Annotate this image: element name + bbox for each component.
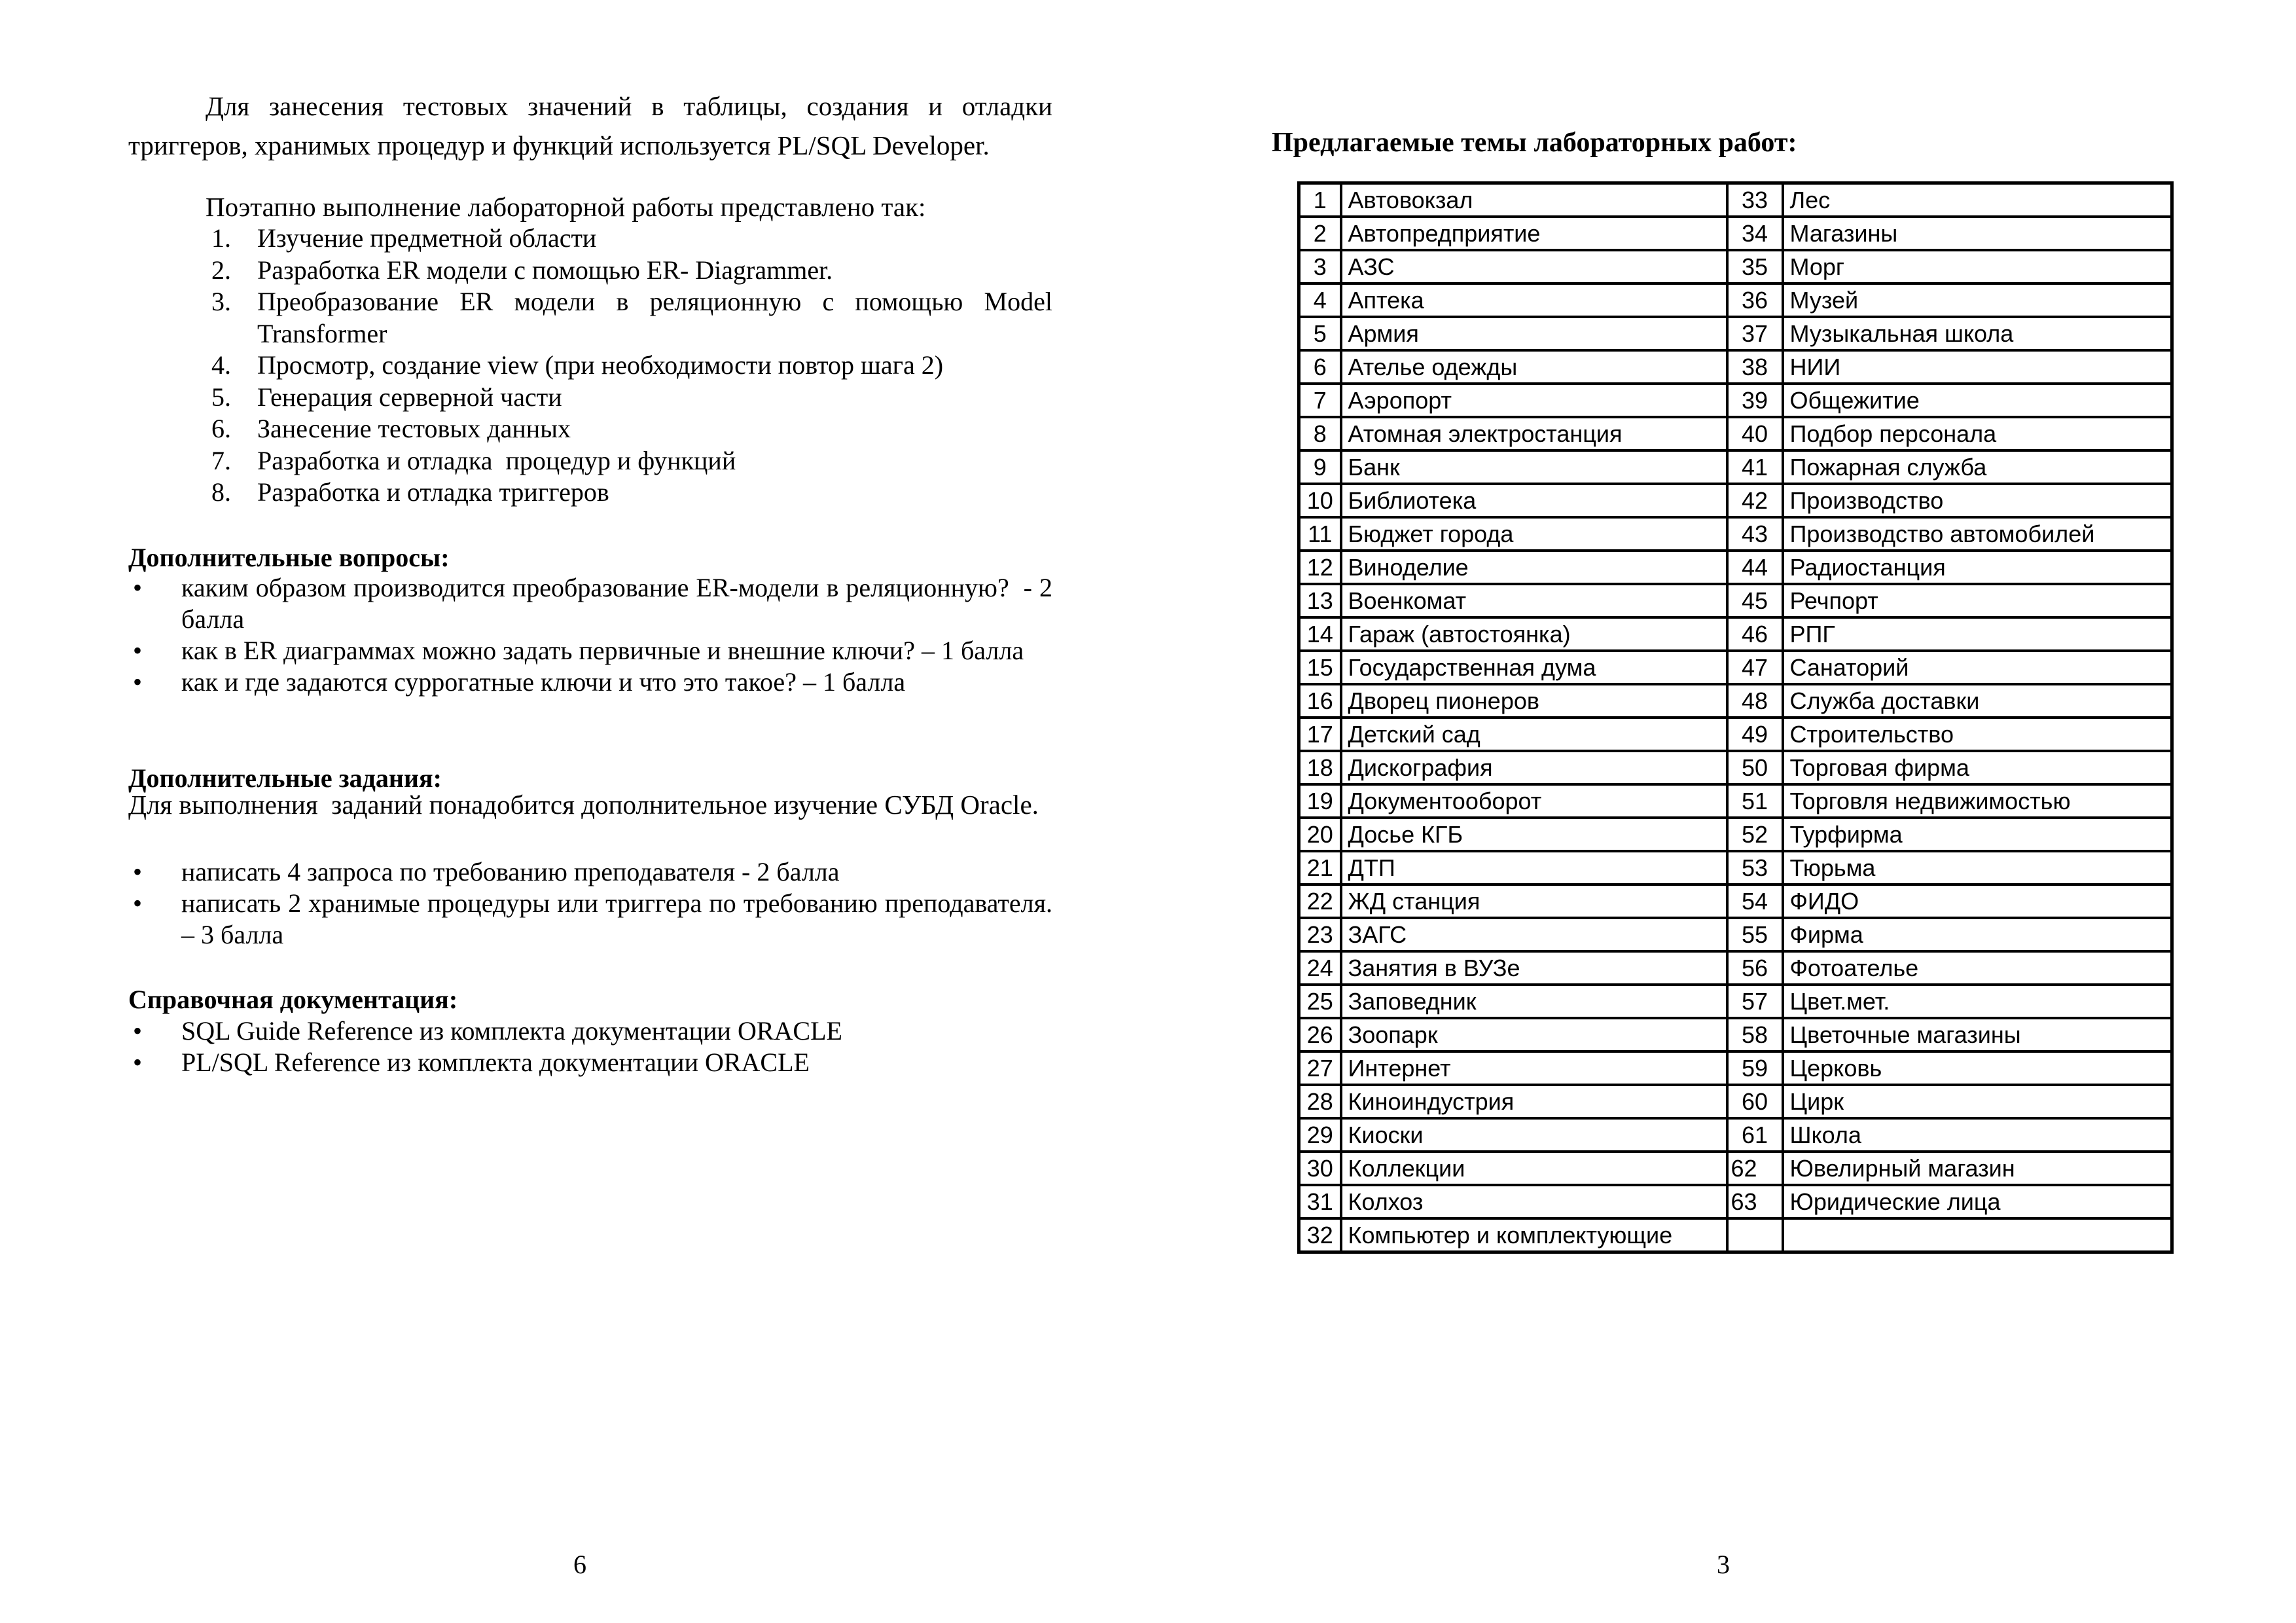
cell-topic-left: Военкомат (1341, 584, 1727, 617)
cell-number-right: 45 (1727, 584, 1783, 617)
cell-number-left: 12 (1299, 551, 1341, 584)
cell-topic-left: ЗАГС (1341, 918, 1727, 951)
cell-number-right: 59 (1727, 1051, 1783, 1085)
cell-topic-right: Производство автомобилей (1783, 517, 2172, 551)
docs-list (128, 1015, 1052, 1078)
bullet-item (128, 888, 1059, 951)
cell-topic-right: Лес (1783, 183, 2172, 217)
cell-number-left: 19 (1299, 784, 1341, 818)
cell-number-right: 57 (1727, 985, 1783, 1018)
cell-topic-right: Морг (1783, 250, 2172, 283)
table-row (1299, 1018, 2172, 1051)
cell-number-right: 44 (1727, 551, 1783, 584)
cell-number-right: 37 (1727, 317, 1783, 350)
cell-number-left: 13 (1299, 584, 1341, 617)
step-item (211, 477, 1052, 509)
cell-topic-right: Турфирма (1783, 818, 2172, 851)
cell-number-left: 16 (1299, 684, 1341, 718)
step-text: Просмотр, создание view (при необходимости повтор шага 2) (257, 350, 944, 380)
cell-number-left: 20 (1299, 818, 1341, 851)
cell-number-left: 22 (1299, 884, 1341, 918)
step-text: Разработка и отладка триггеров (257, 477, 609, 507)
cell-topic-right: Магазины (1783, 217, 2172, 250)
cell-number-right: 40 (1727, 417, 1783, 450)
cell-topic-right: Строительство (1783, 718, 2172, 751)
bullet-item (128, 572, 1059, 635)
table-row (1299, 417, 2172, 450)
cell-number-left: 8 (1299, 417, 1341, 450)
cell-topic-right: Служба доставки (1783, 684, 2172, 718)
cell-number-right: 35 (1727, 250, 1783, 283)
cell-number-right: 54 (1727, 884, 1783, 918)
table-row (1299, 784, 2172, 818)
bullet-item (128, 856, 1052, 888)
cell-topic-right: Торговая фирма (1783, 751, 2172, 784)
cell-topic-left: Государственная дума (1341, 651, 1727, 684)
table-row (1299, 384, 2172, 417)
cell-topic-left: Детский сад (1341, 718, 1727, 751)
cell-number-right: 39 (1727, 384, 1783, 417)
paragraph-plsql: Для занесения тестовых значений в таблицы, создания и отладки триггеров, хранимых процедур и функций используется PL/SQL Developer. (128, 91, 1060, 160)
cell-topic-left: Дискография (1341, 751, 1727, 784)
cell-number-right: 34 (1727, 217, 1783, 250)
bullet-item (128, 1015, 1052, 1047)
bullet-icon: • (133, 857, 143, 886)
cell-number-left: 26 (1299, 1018, 1341, 1051)
cell-topic-right: Юридические лица (1783, 1185, 2172, 1218)
cell-number-left: 18 (1299, 751, 1341, 784)
cell-number-right: 38 (1727, 350, 1783, 384)
bullet-text: написать 2 хранимые процедуры или триггера по требованию преподавателя. – 3 балла (181, 888, 1059, 949)
step-item (211, 255, 1052, 287)
table-row (1299, 617, 2172, 651)
cell-number-left: 24 (1299, 951, 1341, 985)
bullet-item (128, 1047, 1052, 1078)
bullet-text: каким образом производится преобразование ER-модели в реляционную? - 2 балла (181, 573, 1059, 634)
cell-number-right: 46 (1727, 617, 1783, 651)
step-item (211, 350, 1052, 382)
bullet-text: SQL Guide Reference из комплекта документации ORACLE (181, 1016, 842, 1046)
step-text: Изучение предметной области (257, 223, 597, 253)
cell-topic-right: Санаторий (1783, 651, 2172, 684)
tasks-intro-paragraph: Для выполнения заданий понадобится дополнительное изучение СУБД Oracle. (128, 790, 1039, 820)
cell-topic-right: Торговля недвижимостью (1783, 784, 2172, 818)
cell-number-right: 52 (1727, 818, 1783, 851)
paragraph-steps-intro: Поэтапно выполнение лабораторной работы представлено так: (206, 192, 926, 222)
cell-topic-right: НИИ (1783, 350, 2172, 384)
bullet-text: написать 4 запроса по требованию преподавателя - 2 балла (181, 857, 840, 886)
step-number: 5. (211, 382, 231, 412)
cell-topic-left: Аптека (1341, 283, 1727, 317)
table-row (1299, 951, 2172, 985)
bullet-icon: • (133, 1048, 143, 1077)
cell-topic-right: Цветочные магазины (1783, 1018, 2172, 1051)
cell-number-right: 62 (1727, 1152, 1783, 1185)
topics-table-body (1299, 183, 2172, 1252)
cell-topic-right: РПГ (1783, 617, 2172, 651)
cell-topic-left: Киоски (1341, 1118, 1727, 1152)
cell-number-left: 3 (1299, 250, 1341, 283)
table-row (1299, 1085, 2172, 1118)
cell-topic-right: Производство (1783, 484, 2172, 517)
step-number: 4. (211, 350, 231, 380)
cell-number-left: 29 (1299, 1118, 1341, 1152)
cell-topic-right: Радиостанция (1783, 551, 2172, 584)
cell-topic-left: АЗС (1341, 250, 1727, 283)
cell-number-right: 50 (1727, 751, 1783, 784)
cell-topic-left: Армия (1341, 317, 1727, 350)
cell-topic-left: Досье КГБ (1341, 818, 1727, 851)
cell-number-left: 10 (1299, 484, 1341, 517)
table-row (1299, 217, 2172, 250)
table-row (1299, 484, 2172, 517)
table-row (1299, 350, 2172, 384)
step-number: 8. (211, 477, 231, 507)
table-row (1299, 317, 2172, 350)
cell-topic-right: Церковь (1783, 1051, 2172, 1085)
cell-number-left: 30 (1299, 1152, 1341, 1185)
table-row (1299, 985, 2172, 1018)
questions-heading: Дополнительные вопросы: (128, 543, 450, 572)
table-row (1299, 183, 2172, 217)
tasks-list (128, 856, 1059, 951)
cell-number-right: 41 (1727, 450, 1783, 484)
step-text: Занесение тестовых данных (257, 414, 571, 443)
table-row (1299, 517, 2172, 551)
cell-topic-right: Музей (1783, 283, 2172, 317)
tasks-heading: Дополнительные задания: (128, 763, 442, 793)
cell-number-left: 23 (1299, 918, 1341, 951)
table-row (1299, 1185, 2172, 1218)
cell-number-right: 63 (1727, 1185, 1783, 1218)
bullet-item (128, 666, 1052, 698)
cell-number-left: 15 (1299, 651, 1341, 684)
table-row (1299, 818, 2172, 851)
cell-topic-left: Бюджет города (1341, 517, 1727, 551)
step-item (211, 445, 1052, 477)
step-number: 1. (211, 223, 231, 253)
table-row (1299, 283, 2172, 317)
cell-number-left: 25 (1299, 985, 1341, 1018)
cell-topic-left: ЖД станция (1341, 884, 1727, 918)
cell-number-left: 28 (1299, 1085, 1341, 1118)
cell-number-right: 36 (1727, 283, 1783, 317)
cell-number-left: 11 (1299, 517, 1341, 551)
cell-topic-right: Тюрьма (1783, 851, 2172, 884)
cell-topic-right: Музыкальная школа (1783, 317, 2172, 350)
cell-topic-right (1783, 1218, 2172, 1252)
table-row (1299, 684, 2172, 718)
bullet-icon: • (133, 888, 143, 918)
cell-topic-right: Фотоателье (1783, 951, 2172, 985)
topics-heading: Предлагаемые темы лабораторных работ: (1272, 128, 1797, 158)
table-row (1299, 584, 2172, 617)
table-row (1299, 551, 2172, 584)
step-text: Разработка ER модели с помощью ER- Diagrammer. (257, 255, 833, 285)
cell-topic-left: Аэропорт (1341, 384, 1727, 417)
table-row (1299, 1118, 2172, 1152)
cell-topic-right: Общежитие (1783, 384, 2172, 417)
cell-number-right (1727, 1218, 1783, 1252)
cell-topic-left: Документооборот (1341, 784, 1727, 818)
cell-number-left: 21 (1299, 851, 1341, 884)
docs-heading: Справочная документация: (128, 985, 458, 1014)
page-number-left: 6 (573, 1550, 586, 1579)
cell-number-left: 1 (1299, 183, 1341, 217)
cell-topic-right: Речпорт (1783, 584, 2172, 617)
cell-topic-left: Компьютер и комплектующие (1341, 1218, 1727, 1252)
table-row (1299, 718, 2172, 751)
cell-topic-left: Атомная электростанция (1341, 417, 1727, 450)
table-row (1299, 851, 2172, 884)
cell-topic-left: Колхоз (1341, 1185, 1727, 1218)
table-row (1299, 250, 2172, 283)
cell-number-left: 14 (1299, 617, 1341, 651)
table-row (1299, 651, 2172, 684)
table-row (1299, 751, 2172, 784)
cell-number-right: 51 (1727, 784, 1783, 818)
cell-number-left: 31 (1299, 1185, 1341, 1218)
step-number: 7. (211, 445, 231, 475)
cell-number-left: 32 (1299, 1218, 1341, 1252)
step-number: 3. (211, 287, 231, 316)
cell-number-right: 56 (1727, 951, 1783, 985)
step-item (211, 286, 1059, 350)
cell-number-left: 7 (1299, 384, 1341, 417)
steps-list (128, 223, 1059, 509)
cell-number-right: 61 (1727, 1118, 1783, 1152)
page-number-right: 3 (1717, 1550, 1730, 1579)
cell-topic-right: Школа (1783, 1118, 2172, 1152)
bullet-text: PL/SQL Reference из комплекта документации ORACLE (181, 1048, 810, 1077)
step-item (211, 223, 1052, 255)
cell-topic-right: Фирма (1783, 918, 2172, 951)
cell-topic-right: Пожарная служба (1783, 450, 2172, 484)
cell-topic-left: Библиотека (1341, 484, 1727, 517)
cell-topic-left: Гараж (автостоянка) (1341, 617, 1727, 651)
bullet-item (128, 635, 1052, 666)
bullet-icon: • (133, 667, 143, 697)
cell-topic-left: Банк (1341, 450, 1727, 484)
cell-topic-left: Коллекции (1341, 1152, 1727, 1185)
topics-table (1297, 181, 2174, 1254)
table-row (1299, 450, 2172, 484)
cell-topic-right: Подбор персонала (1783, 417, 2172, 450)
cell-number-left: 5 (1299, 317, 1341, 350)
cell-topic-right: Цвет.мет. (1783, 985, 2172, 1018)
cell-number-left: 4 (1299, 283, 1341, 317)
table-row (1299, 884, 2172, 918)
cell-number-left: 27 (1299, 1051, 1341, 1085)
table-row (1299, 1218, 2172, 1252)
cell-number-left: 9 (1299, 450, 1341, 484)
table-row (1299, 1152, 2172, 1185)
cell-topic-left: Занятия в ВУЗе (1341, 951, 1727, 985)
bullet-icon: • (133, 636, 143, 665)
cell-topic-left: Автовокзал (1341, 183, 1727, 217)
bullet-text: как в ER диаграммах можно задать первичные и внешние ключи? – 1 балла (181, 636, 1024, 665)
cell-number-left: 17 (1299, 718, 1341, 751)
cell-number-right: 55 (1727, 918, 1783, 951)
cell-number-right: 42 (1727, 484, 1783, 517)
cell-number-right: 60 (1727, 1085, 1783, 1118)
cell-topic-left: Автопредприятие (1341, 217, 1727, 250)
cell-topic-left: Заповедник (1341, 985, 1727, 1018)
cell-topic-right: Ювелирный магазин (1783, 1152, 2172, 1185)
bullet-text: как и где задаются суррогатные ключи и что это такое? – 1 балла (181, 667, 906, 697)
bullet-icon: • (133, 1016, 143, 1046)
cell-topic-left: Виноделие (1341, 551, 1727, 584)
bullet-icon: • (133, 573, 143, 602)
cell-number-right: 49 (1727, 718, 1783, 751)
step-text: Разработка и отладка процедур и функций (257, 445, 736, 475)
step-text: Преобразование ER модели в реляционную с помощью Model Transformer (257, 287, 1059, 348)
cell-topic-right: ФИДО (1783, 884, 2172, 918)
questions-list (128, 572, 1059, 698)
cell-topic-left: ДТП (1341, 851, 1727, 884)
step-number: 2. (211, 255, 231, 285)
step-item (211, 413, 1052, 445)
step-text: Генерация серверной части (257, 382, 562, 412)
cell-number-right: 48 (1727, 684, 1783, 718)
table-row (1299, 918, 2172, 951)
step-number: 6. (211, 414, 231, 443)
cell-topic-right: Цирк (1783, 1085, 2172, 1118)
cell-number-right: 33 (1727, 183, 1783, 217)
cell-topic-left: Киноиндустрия (1341, 1085, 1727, 1118)
cell-number-right: 53 (1727, 851, 1783, 884)
cell-topic-left: Интернет (1341, 1051, 1727, 1085)
table-row (1299, 1051, 2172, 1085)
cell-topic-left: Дворец пионеров (1341, 684, 1727, 718)
cell-topic-left: Зоопарк (1341, 1018, 1727, 1051)
cell-number-left: 6 (1299, 350, 1341, 384)
cell-number-right: 47 (1727, 651, 1783, 684)
step-item (211, 382, 1052, 414)
cell-topic-left: Ателье одежды (1341, 350, 1727, 384)
cell-number-left: 2 (1299, 217, 1341, 250)
cell-number-right: 58 (1727, 1018, 1783, 1051)
cell-number-right: 43 (1727, 517, 1783, 551)
